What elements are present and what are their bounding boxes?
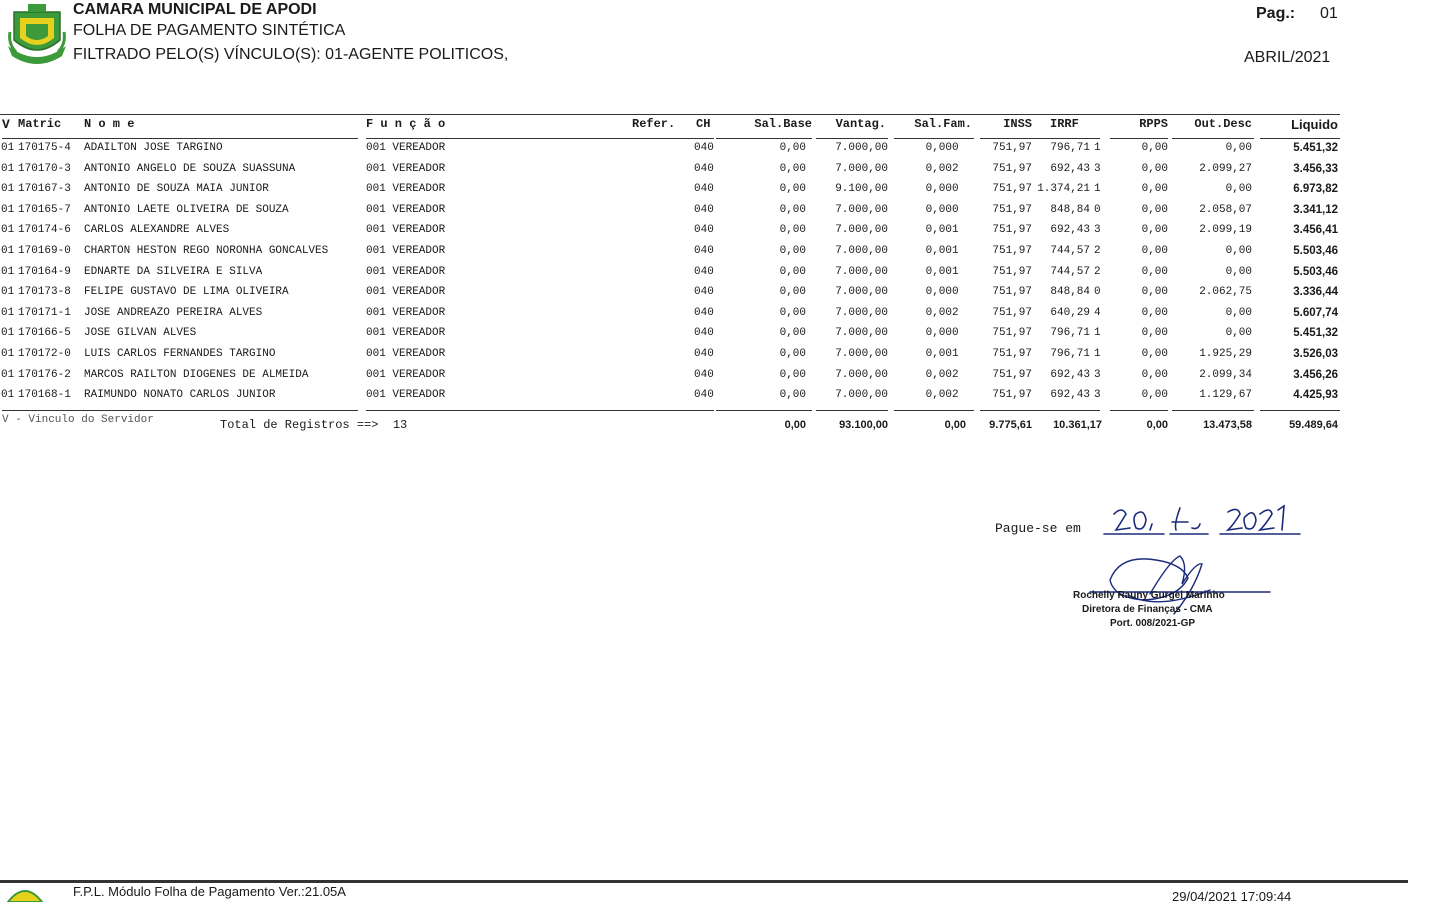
cell-v: 01 <box>1 327 15 340</box>
cell-ch: 040 <box>694 306 714 319</box>
table-bottom-rule <box>716 410 812 411</box>
cell-funcao: 001 VEREADOR <box>366 162 446 175</box>
signer-name: Rochelly Rauny Gurgel Marinho <box>1073 590 1225 601</box>
cell-matric: 170168-1 <box>18 389 71 402</box>
cell-irrf_dep: 3 <box>1094 162 1101 175</box>
cell-outdesc: 1.925,29 <box>1199 348 1252 360</box>
cell-irrf: 848,84 <box>1050 203 1090 216</box>
total-outdesc: 13.473,58 <box>1203 419 1252 431</box>
cell-inss: 751,97 <box>992 183 1032 196</box>
cell-funcao: 001 VEREADOR <box>366 245 446 257</box>
cell-inss: 751,97 <box>992 142 1032 154</box>
table-bottom-rule <box>1172 410 1254 411</box>
total-salbase: 0,00 <box>784 419 806 431</box>
cell-nome: JOSE ANDREAZO PEREIRA ALVES <box>84 306 263 319</box>
cell-ch: 040 <box>694 327 714 340</box>
cell-irrf_dep: 0 <box>1094 286 1101 299</box>
cell-v: 01 <box>1 203 15 216</box>
cell-salfam: 0,00 <box>925 265 952 278</box>
cell-irrf: 796,71 <box>1050 327 1090 340</box>
cell-salfam: 0,00 <box>925 327 952 340</box>
cell-inss: 751,97 <box>992 389 1032 402</box>
cell-irrf_dep: 1 <box>1094 183 1101 196</box>
cell-salbase: 0,00 <box>779 224 806 237</box>
cell-irrf: 796,71 <box>1050 348 1090 360</box>
cell-matric: 170170-3 <box>18 162 71 175</box>
cell-inss: 751,97 <box>992 162 1032 175</box>
cell-irrf_dep: 1 <box>1094 142 1101 154</box>
table-row <box>0 307 1440 327</box>
cell-salfam: 0,00 <box>925 203 952 216</box>
cell-salbase: 0,00 <box>779 348 806 360</box>
cell-salbase: 0,00 <box>779 368 806 381</box>
cell-matric: 170172-0 <box>18 348 71 360</box>
cell-liquido: 5.451,32 <box>1293 327 1338 340</box>
cell-v: 01 <box>1 162 15 175</box>
cell-outdesc: 0,00 <box>1225 265 1252 278</box>
cell-nome: CARLOS ALEXANDRE ALVES <box>84 224 230 237</box>
cell-matric: 170165-7 <box>18 203 71 216</box>
cell-vantag: 7.000,00 <box>835 368 888 381</box>
cell-ch: 040 <box>694 203 714 216</box>
cell-irrf: 744,57 <box>1050 245 1090 257</box>
total-salfam: 0,00 <box>944 419 966 431</box>
cell-salbase: 0,00 <box>779 203 806 216</box>
cell-salbase: 0,00 <box>779 306 806 319</box>
cell-vantag: 7.000,00 <box>835 286 888 299</box>
cell-inss: 751,97 <box>992 245 1032 257</box>
cell-liquido: 5.503,46 <box>1293 265 1338 278</box>
col-header-irrf: IRRF <box>1050 117 1079 131</box>
table-bottom-rule <box>2 410 358 411</box>
col-header-rpps: RPPS <box>1139 117 1168 131</box>
col-header-v: V <box>2 117 10 132</box>
cell-dep: 0 <box>952 203 959 216</box>
cell-v: 01 <box>1 183 15 196</box>
table-row <box>0 183 1440 203</box>
total-rpps: 0,00 <box>1146 419 1168 431</box>
cell-nome: CHARTON HESTON REGO NORONHA GONCALVES <box>84 245 329 257</box>
cell-matric: 170174-6 <box>18 224 71 237</box>
cell-outdesc: 2.099,27 <box>1199 162 1252 175</box>
signer-portaria: Port. 008/2021-GP <box>1110 618 1196 629</box>
cell-matric: 170175-4 <box>18 142 71 154</box>
header-rule <box>1260 138 1340 139</box>
cell-irrf: 796,71 <box>1050 142 1090 154</box>
table-row <box>0 224 1440 244</box>
table-row <box>0 245 1440 265</box>
cell-ch: 040 <box>694 245 714 257</box>
cell-nome: FELIPE GUSTAVO DE LIMA OLIVEIRA <box>84 286 289 299</box>
cell-nome: MARCOS RAILTON DIOGENES DE ALMEIDA <box>84 368 309 381</box>
cell-rpps: 0,00 <box>1141 203 1168 216</box>
cell-liquido: 3.341,12 <box>1293 203 1338 216</box>
cell-ch: 040 <box>694 224 714 237</box>
cell-inss: 751,97 <box>992 286 1032 299</box>
cell-irrf_dep: 2 <box>1094 245 1101 257</box>
cell-vantag: 7.000,00 <box>835 306 888 319</box>
cell-rpps: 0,00 <box>1141 142 1168 154</box>
cell-rpps: 0,00 <box>1141 183 1168 196</box>
footer-rule <box>0 880 1408 883</box>
cell-v: 01 <box>1 245 15 257</box>
cell-salbase: 0,00 <box>779 162 806 175</box>
cell-vantag: 7.000,00 <box>835 224 888 237</box>
cell-vantag: 7.000,00 <box>835 203 888 216</box>
footer-crest-logo <box>2 884 48 902</box>
cell-ch: 040 <box>694 162 714 175</box>
page-number: 01 <box>1320 5 1338 22</box>
table-bottom-rule <box>816 410 888 411</box>
cell-v: 01 <box>1 286 15 299</box>
cell-salbase: 0,00 <box>779 286 806 299</box>
cell-v: 01 <box>1 389 15 402</box>
cell-rpps: 0,00 <box>1141 286 1168 299</box>
cell-dep: 1 <box>952 245 959 257</box>
pague-se-label: Pague-se em <box>995 521 1081 536</box>
cell-outdesc: 0,00 <box>1225 306 1252 319</box>
cell-dep: 0 <box>952 183 959 196</box>
cell-ch: 040 <box>694 142 714 154</box>
cell-dep: 2 <box>952 368 959 381</box>
cell-liquido: 3.526,03 <box>1293 348 1338 360</box>
cell-salfam: 0,00 <box>925 245 952 257</box>
cell-nome: ADAILTON JOSE TARGINO <box>84 142 223 154</box>
cell-matric: 170164-9 <box>18 265 71 278</box>
cell-salfam: 0,00 <box>925 286 952 299</box>
cell-rpps: 0,00 <box>1141 306 1168 319</box>
cell-funcao: 001 VEREADOR <box>366 389 446 402</box>
cell-irrf_dep: 2 <box>1094 265 1101 278</box>
header-rule <box>1172 138 1254 139</box>
cell-v: 01 <box>1 224 15 237</box>
cell-v: 01 <box>1 368 15 381</box>
cell-rpps: 0,00 <box>1141 245 1168 257</box>
total-liquido: 59.489,64 <box>1289 419 1338 431</box>
cell-liquido: 5.607,74 <box>1293 306 1338 319</box>
cell-rpps: 0,00 <box>1141 327 1168 340</box>
cell-inss: 751,97 <box>992 224 1032 237</box>
cell-salbase: 0,00 <box>779 245 806 257</box>
cell-outdesc: 0,00 <box>1225 183 1252 196</box>
cell-irrf: 744,57 <box>1050 265 1090 278</box>
cell-dep: 2 <box>952 162 959 175</box>
org-name: CAMARA MUNICIPAL DE APODI <box>73 1 317 18</box>
cell-salfam: 0,00 <box>925 224 952 237</box>
cell-outdesc: 2.099,34 <box>1199 368 1252 381</box>
cell-irrf: 692,43 <box>1050 224 1090 237</box>
report-period: ABRIL/2021 <box>1244 49 1331 66</box>
table-row <box>0 266 1440 286</box>
cell-liquido: 3.336,44 <box>1293 286 1338 299</box>
cell-irrf: 692,43 <box>1050 162 1090 175</box>
software-module-label: F.P.L. Módulo Folha de Pagamento Ver.:21.05A <box>73 884 346 899</box>
cell-salfam: 0,00 <box>925 162 952 175</box>
cell-dep: 0 <box>952 286 959 299</box>
cell-vantag: 7.000,00 <box>835 327 888 340</box>
cell-matric: 170176-2 <box>18 368 71 381</box>
cell-nome: LUIS CARLOS FERNANDES TARGINO <box>84 348 276 360</box>
cell-outdesc: 0,00 <box>1225 327 1252 340</box>
cell-ch: 040 <box>694 348 714 360</box>
cell-dep: 0 <box>952 327 959 340</box>
cell-vantag: 7.000,00 <box>835 245 888 257</box>
cell-v: 01 <box>1 142 15 154</box>
table-bottom-rule <box>366 410 714 411</box>
header-rule <box>894 138 974 139</box>
cell-funcao: 001 VEREADOR <box>366 224 446 237</box>
cell-liquido: 4.425,93 <box>1293 389 1338 402</box>
cell-matric: 170171-1 <box>18 306 71 319</box>
cell-salfam: 0,00 <box>925 142 952 154</box>
table-row <box>0 348 1440 368</box>
signer-role: Diretora de Finanças - CMA <box>1082 604 1213 615</box>
cell-inss: 751,97 <box>992 327 1032 340</box>
municipal-crest-logo <box>6 2 68 66</box>
cell-irrf: 692,43 <box>1050 389 1090 402</box>
table-row <box>0 142 1440 162</box>
cell-nome: ANTONIO DE SOUZA MAIA JUNIOR <box>84 183 269 196</box>
cell-dep: 1 <box>952 348 959 360</box>
cell-salbase: 0,00 <box>779 265 806 278</box>
vinculo-legend: V - Vinculo do Servidor <box>2 414 154 426</box>
total-irrf: 10.361,17 <box>1053 419 1102 431</box>
total-vantag: 93.100,00 <box>839 419 888 431</box>
cell-matric: 170173-8 <box>18 286 71 299</box>
print-timestamp: 29/04/2021 17:09:44 <box>1172 889 1292 904</box>
cell-irrf_dep: 3 <box>1094 224 1101 237</box>
cell-matric: 170167-3 <box>18 183 71 196</box>
cell-ch: 040 <box>694 265 714 278</box>
cell-nome: ANTONIO LAETE OLIVEIRA DE SOUZA <box>84 203 289 216</box>
cell-irrf_dep: 1 <box>1094 327 1101 340</box>
cell-salbase: 0,00 <box>779 327 806 340</box>
table-row <box>0 286 1440 306</box>
cell-salfam: 0,00 <box>925 389 952 402</box>
cell-inss: 751,97 <box>992 306 1032 319</box>
cell-liquido: 3.456,41 <box>1293 224 1338 237</box>
col-header-refer: Refer. <box>632 117 676 131</box>
header-rule <box>716 138 812 139</box>
cell-ch: 040 <box>694 389 714 402</box>
cell-salfam: 0,00 <box>925 306 952 319</box>
cell-dep: 2 <box>952 389 959 402</box>
cell-vantag: 7.000,00 <box>835 265 888 278</box>
table-bottom-rule <box>1110 410 1168 411</box>
cell-outdesc: 2.062,75 <box>1199 286 1252 299</box>
total-inss: 9.775,61 <box>989 419 1032 431</box>
cell-funcao: 001 VEREADOR <box>366 183 446 196</box>
cell-rpps: 0,00 <box>1141 162 1168 175</box>
cell-irrf_dep: 3 <box>1094 389 1101 402</box>
cell-funcao: 001 VEREADOR <box>366 368 446 381</box>
cell-irrf: 848,84 <box>1050 286 1090 299</box>
cell-v: 01 <box>1 348 15 360</box>
cell-outdesc: 1.129,67 <box>1199 389 1252 402</box>
table-row <box>0 204 1440 224</box>
cell-salfam: 0,00 <box>925 183 952 196</box>
table-bottom-rule <box>894 410 974 411</box>
cell-rpps: 0,00 <box>1141 348 1168 360</box>
col-header-inss: INSS <box>1003 117 1032 131</box>
cell-vantag: 7.000,00 <box>835 348 888 360</box>
total-records-text: Total de Registros ==> <box>220 418 379 432</box>
col-header-salfam: Sal.Fam. <box>914 117 972 131</box>
cell-salbase: 0,00 <box>779 183 806 196</box>
col-header-ch: CH <box>696 117 711 131</box>
col-header-liquido: Liquido <box>1291 117 1338 132</box>
cell-vantag: 7.000,00 <box>835 389 888 402</box>
cell-inss: 751,97 <box>992 348 1032 360</box>
cell-irrf_dep: 1 <box>1094 348 1101 360</box>
cell-rpps: 0,00 <box>1141 389 1168 402</box>
cell-inss: 751,97 <box>992 203 1032 216</box>
cell-funcao: 001 VEREADOR <box>366 286 446 299</box>
header-rule <box>1110 138 1168 139</box>
cell-ch: 040 <box>694 183 714 196</box>
header-rule <box>366 138 714 139</box>
cell-dep: 1 <box>952 224 959 237</box>
cell-salbase: 0,00 <box>779 389 806 402</box>
cell-salfam: 0,00 <box>925 348 952 360</box>
table-bottom-rule <box>980 410 1100 411</box>
table-row <box>0 389 1440 409</box>
header-rule <box>980 138 1100 139</box>
cell-outdesc: 0,00 <box>1225 245 1252 257</box>
cell-outdesc: 2.058,07 <box>1199 203 1252 216</box>
cell-liquido: 5.451,32 <box>1293 142 1338 154</box>
table-row <box>0 327 1440 347</box>
col-header-nome: N o m e <box>84 117 135 131</box>
cell-rpps: 0,00 <box>1141 368 1168 381</box>
cell-nome: ANTONIO ANGELO DE SOUZA SUASSUNA <box>84 162 296 175</box>
page-label: Pag.: <box>1256 5 1296 22</box>
cell-irrf_dep: 3 <box>1094 368 1101 381</box>
cell-dep: 0 <box>952 142 959 154</box>
col-header-matric: Matric <box>18 117 62 131</box>
table-row <box>0 369 1440 389</box>
cell-funcao: 001 VEREADOR <box>366 306 446 319</box>
table-row <box>0 163 1440 183</box>
cell-liquido: 3.456,26 <box>1293 368 1338 381</box>
cell-vantag: 7.000,00 <box>835 142 888 154</box>
cell-funcao: 001 VEREADOR <box>366 203 446 216</box>
table-bottom-rule <box>1260 410 1340 411</box>
col-header-outdesc: Out.Desc <box>1194 117 1252 131</box>
cell-v: 01 <box>1 265 15 278</box>
cell-irrf: 692,43 <box>1050 368 1090 381</box>
cell-rpps: 0,00 <box>1141 265 1168 278</box>
cell-salbase: 0,00 <box>779 142 806 154</box>
cell-irrf: 1.374,21 <box>1037 183 1090 196</box>
cell-dep: 1 <box>952 265 959 278</box>
filter-description: FILTRADO PELO(S) VÍNCULO(S): 01-AGENTE POLITICOS, <box>73 46 509 63</box>
cell-funcao: 001 VEREADOR <box>366 265 446 278</box>
cell-irrf_dep: 0 <box>1094 203 1101 216</box>
total-records-count: 13 <box>392 418 408 432</box>
cell-liquido: 3.456,33 <box>1293 162 1338 175</box>
report-title: FOLHA DE PAGAMENTO SINTÉTICA <box>73 22 346 39</box>
cell-irrf_dep: 4 <box>1094 306 1101 319</box>
header-rule <box>2 138 358 139</box>
col-header-salbase: Sal.Base <box>754 117 812 131</box>
cell-v: 01 <box>1 306 15 319</box>
cell-salfam: 0,00 <box>925 368 952 381</box>
cell-nome: RAIMUNDO NONATO CARLOS JUNIOR <box>84 389 276 402</box>
col-header-vantag: Vantag. <box>835 117 886 131</box>
cell-ch: 040 <box>694 368 714 381</box>
cell-funcao: 001 VEREADOR <box>366 327 446 340</box>
cell-vantag: 7.000,00 <box>835 162 888 175</box>
header-rule <box>816 138 888 139</box>
cell-liquido: 6.973,82 <box>1293 183 1338 196</box>
table-top-rule <box>0 114 1340 115</box>
cell-matric: 170169-0 <box>18 245 71 257</box>
cell-outdesc: 2.099,19 <box>1199 224 1252 237</box>
cell-outdesc: 0,00 <box>1225 142 1252 154</box>
cell-matric: 170166-5 <box>18 327 71 340</box>
cell-rpps: 0,00 <box>1141 224 1168 237</box>
cell-liquido: 5.503,46 <box>1293 245 1338 257</box>
total-records-label <box>220 418 407 432</box>
cell-irrf: 640,29 <box>1050 306 1090 319</box>
cell-nome: EDNARTE DA SILVEIRA E SILVA <box>84 265 263 278</box>
cell-vantag: 9.100,00 <box>835 183 888 196</box>
cell-funcao: 001 VEREADOR <box>366 348 446 360</box>
cell-dep: 2 <box>952 306 959 319</box>
cell-funcao: 001 VEREADOR <box>366 142 446 154</box>
cell-nome: JOSE GILVAN ALVES <box>84 327 197 340</box>
cell-ch: 040 <box>694 286 714 299</box>
col-header-funcao: F u n ç ã o <box>366 117 446 131</box>
cell-inss: 751,97 <box>992 265 1032 278</box>
cell-inss: 751,97 <box>992 368 1032 381</box>
